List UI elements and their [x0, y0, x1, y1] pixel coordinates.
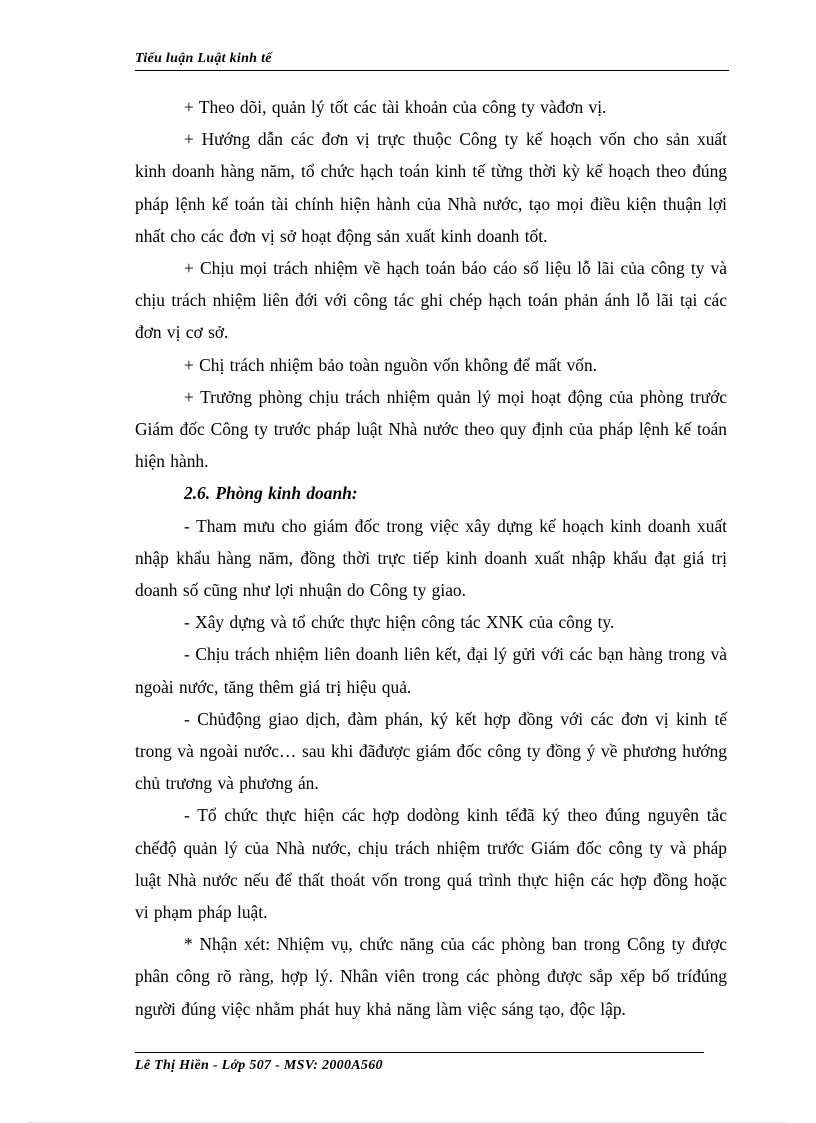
paragraph-capital-preservation: + Chị trách nhiệm bảo toàn nguồn vốn không để mất vốn. — [184, 354, 597, 375]
paragraph-xnk: - Xây dựng và tổ chức thực hiện công tác XNK của công ty. — [184, 612, 615, 633]
paragraph-accounts: + Theo dõi, quản lý tốt các tài khoản của công ty vàđơn vị. — [184, 97, 607, 117]
footer-divider — [135, 1052, 704, 1053]
header-title: Tiểu luận Luật kinh tế — [135, 51, 272, 66]
page-header — [135, 48, 729, 71]
section-heading: 2.6. Phòng kinh doanh: — [184, 483, 358, 504]
document-body — [135, 91, 727, 1025]
page-footer — [135, 1056, 383, 1076]
paragraph-department-head: + Trưởng phòng chịu trách nhiệm quản lý mọi hoạt động của phòng trước Giám đốc Công ty trước pháp luật Nhà nước theo quy định của pháp lệnh kế toán hiện hành. — [135, 386, 727, 472]
footer-text: Lê Thị Hiền - Lớp 507 - MSV: 2000A560 — [135, 1058, 383, 1073]
paragraph-remark: * Nhận xét: Nhiệm vụ, chức năng của các phòng ban trong Công ty được phân công rõ ràng, hợp lý. Nhân viên trong các phòng được sắp xếp bố tríđúng người đúng việc nhằm phát huy khả năng làm việc sáng tạo, độc lập. — [135, 934, 727, 1019]
paragraph-joint-venture: - Chịu trách nhiệm liên doanh liên kết, đại lý gửi với các bạn hàng trong và ngoài nước, tăng thêm giá trị hiệu quả. — [135, 644, 727, 697]
paragraph-contracts: - Tổ chức thực hiện các hợp dodòng kinh tếđã ký theo đúng nguyên tắc chếđộ quản lý của Nhà nước, chịu trách nhiệm trước Giám đốc công ty và pháp luật Nhà nước nếu để thất thoát vốn trong quá trình thực hiện các hợp đồng hoặc vi phạm pháp luật. — [135, 805, 727, 923]
paragraph-negotiation: - Chủđộng giao dịch, đàm phán, ký kết hợp đồng với các đơn vị kinh tế trong và ngoài nước… sau khi đãđược giám đốc công ty đồng ý về phương hướng chủ trương và phương án. — [135, 708, 727, 794]
paragraph-responsibility: + Chịu mọi trách nhiệm về hạch toán báo cáo số liệu lỗ lãi của công ty và chịu trách nhiệm liên đới với công tác ghi chép hạch toán phản ánh lỗ lãi tại các đơn vị cơ sở. — [135, 258, 727, 343]
paragraph-guidance: + Hướng dẫn các đơn vị trực thuộc Công ty kế hoạch vốn cho sản xuất kinh doanh hàng năm, tổ chức hạch toán kinh tế từng thời kỳ kế hoạch theo đúng pháp lệnh kế toán tài chính hiện hành của Nhà nước, tạo mọi điều kiện thuận lợi nhất cho các đơn vị sở hoạt động sản xuất kinh doanh tốt. — [135, 129, 727, 246]
paragraph-advisory: - Tham mưu cho giám đốc trong việc xây dựng kế hoạch kinh doanh xuất nhập khẩu hàng năm, đồng thời trực tiếp kinh doanh xuất nhập khẩu đạt giá trị doanh số cũng như lợi nhuận do Công ty giao. — [135, 515, 727, 601]
